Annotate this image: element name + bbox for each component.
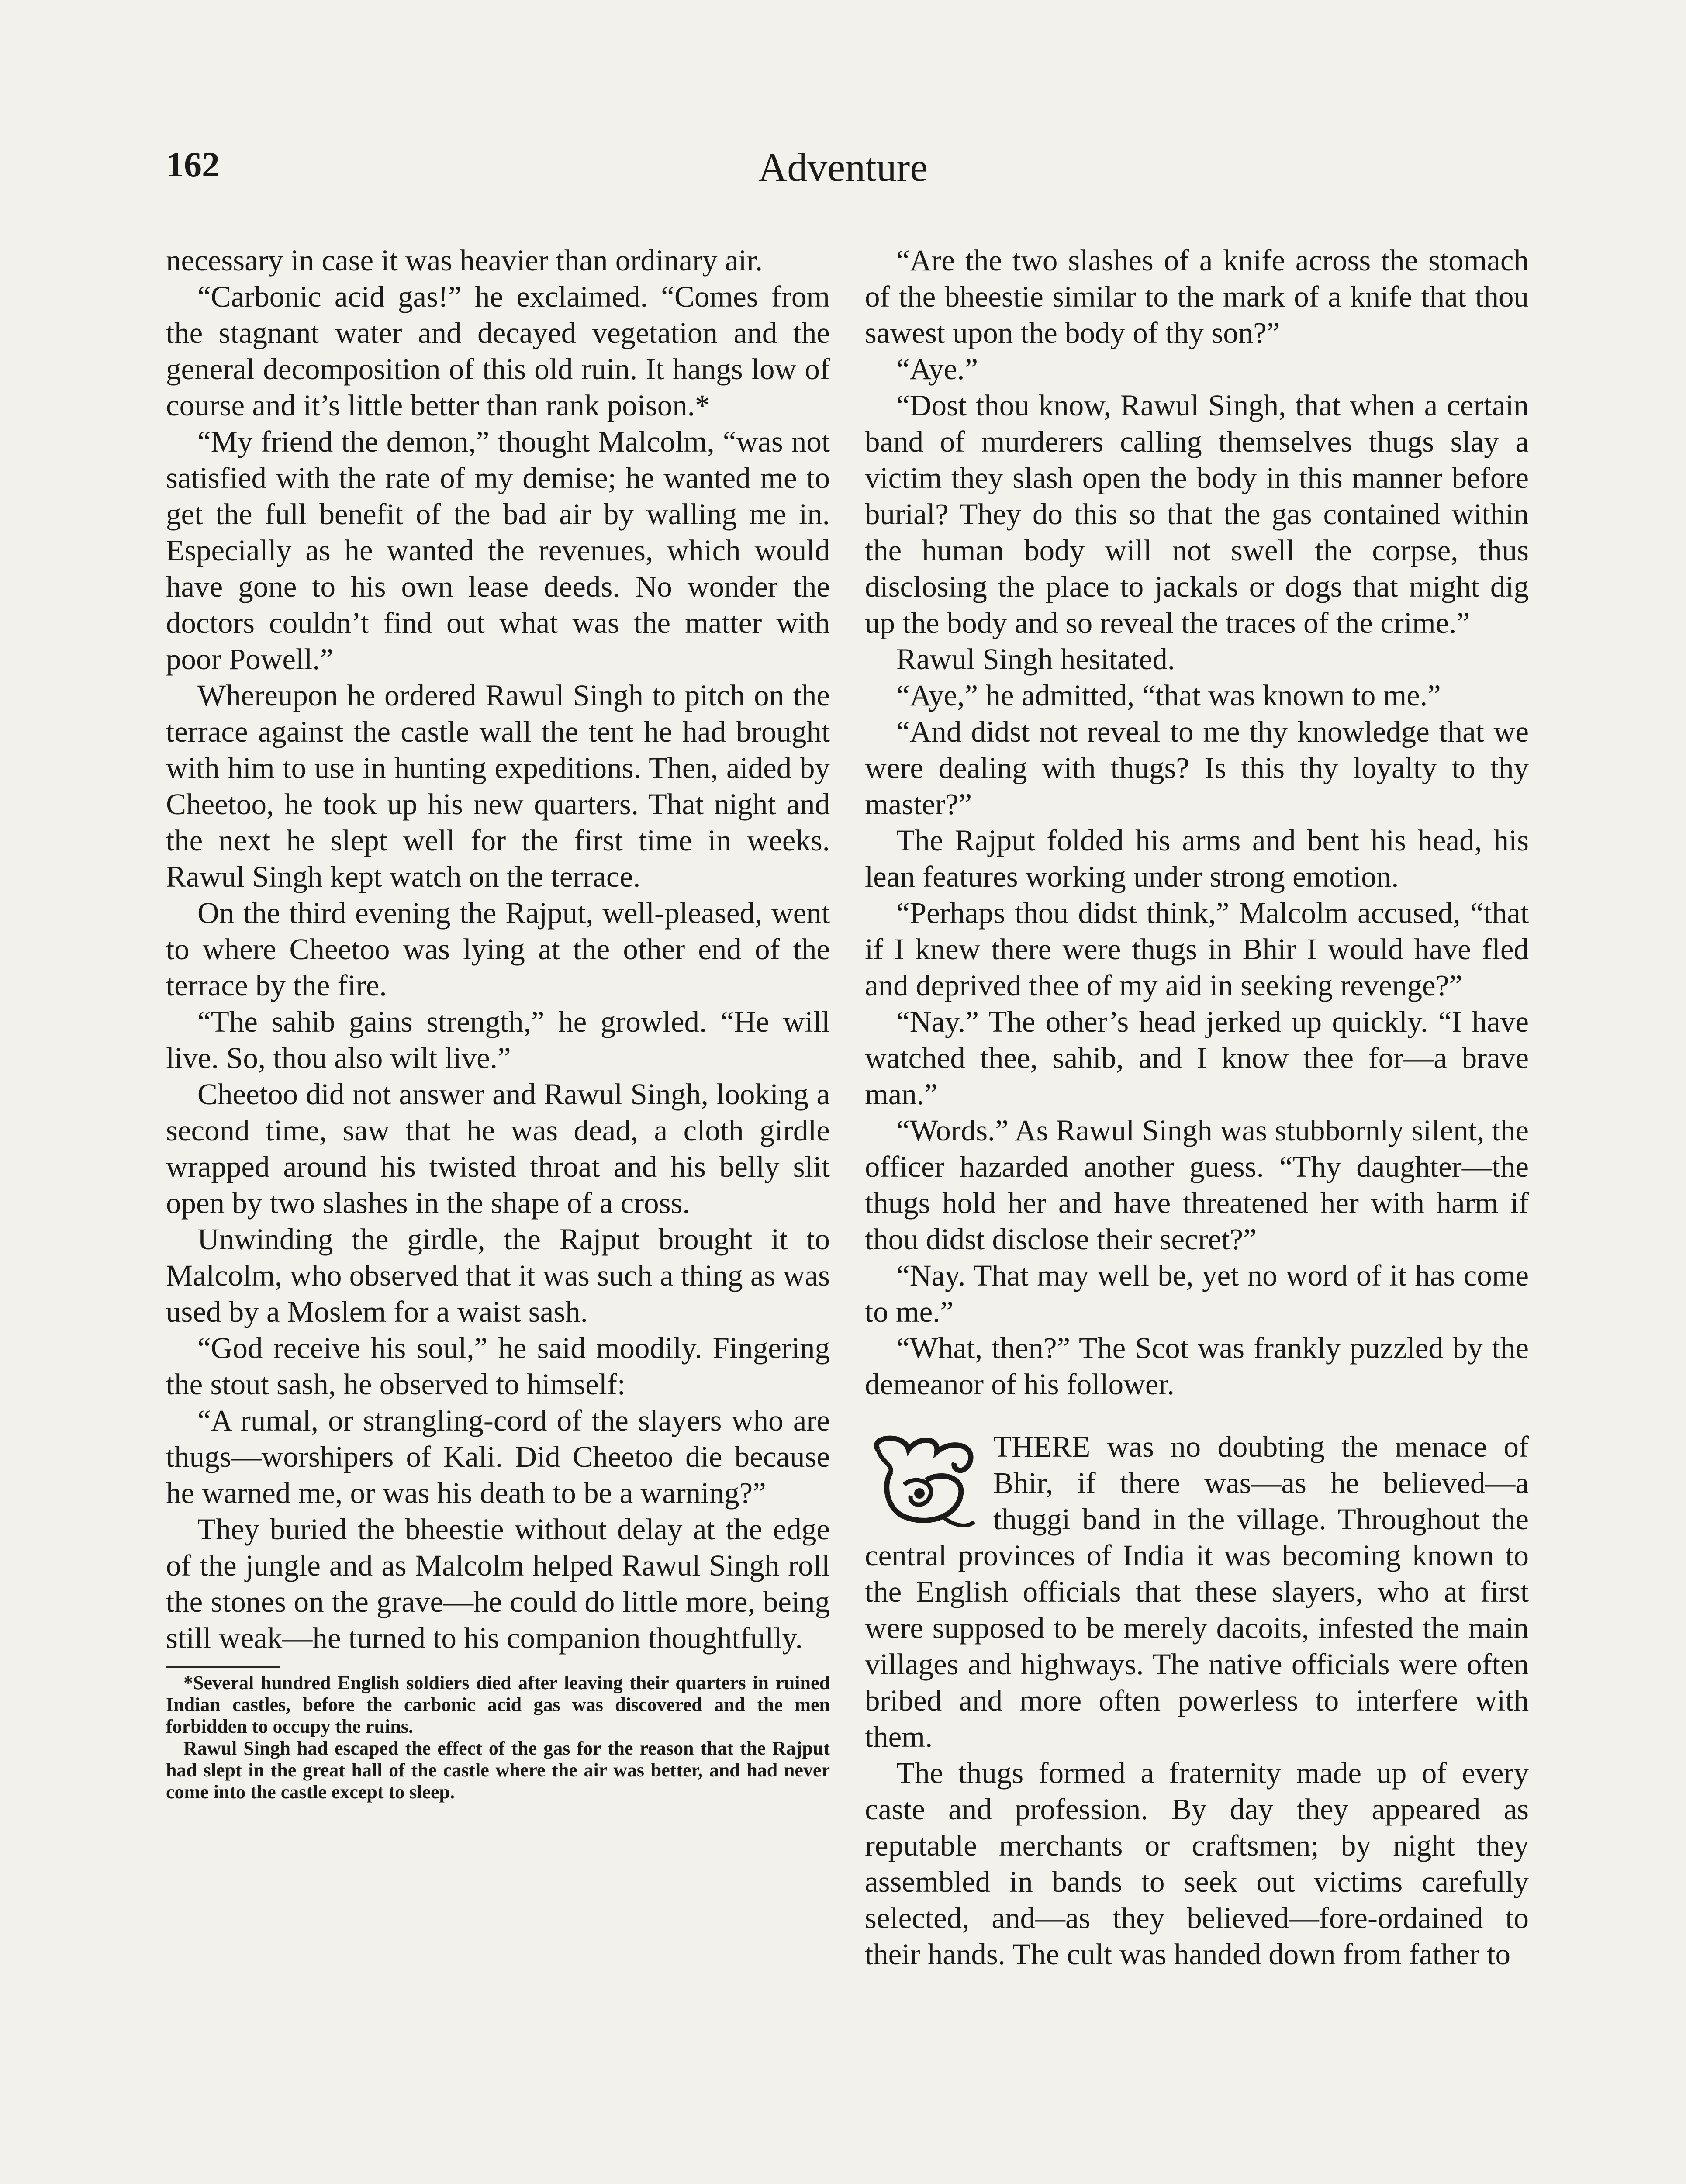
paragraph: The Rajput folded his arms and bent his head, his lean features working under strong emotion. [865,824,1529,893]
paragraph: “Nay. That may well be, yet no word of it has come to me.” [865,1259,1529,1328]
paragraph: “Perhaps thou didst think,” Malcolm accused, “that if I knew there were thugs in Bhir I would have fled and deprived thee of my aid in seeking revenge?” [865,896,1529,1002]
paragraph: On the third evening the Rajput, well-pleased, went to where Cheetoo was lying at the other end of the terrace by the fire. [166,896,830,1002]
paragraph: “The sahib gains strength,” he growled. “He will live. So, thou also wilt live.” [166,1005,830,1075]
paragraph: “Aye,” he admitted, “that was known to me.” [896,679,1441,712]
paragraph: “Words.” As Rawul Singh was stubbornly silent, the officer hazarded another guess. “Thy daughter—the thugs hold her and have threatened her with harm if thou didst disclose their secret?” [865,1114,1529,1256]
page-number: 162 [166,145,220,184]
left-column [166,242,830,1803]
paragraph: necessary in case it was heavier than ordinary air. [166,244,763,277]
section-opening-paragraph [865,1429,1529,1755]
paragraph: “And didst not reveal to me thy knowledge that we were dealing with thugs? Is this thy loyalty to thy master?” [865,715,1529,821]
paragraph: “Carbonic acid gas!” he exclaimed. “Comes from the stagnant water and decayed vegetation and the general decomposition of this old ruin. It hangs low of course and it’s little better than rank poison.* [166,280,830,422]
paragraph: “God receive his soul,” he said moodily. Fingering the stout sash, he observed to himself: [166,1331,830,1401]
running-title: Adventure [758,145,928,190]
paragraph: Whereupon he ordered Rawul Singh to pitch on the terrace against the castle wall the tent he had brought with him to use in hunting expeditions. Then, aided by Cheetoo, he took up his new quarters. That night and the next he slept well for the first time in weeks. Rawul Singh kept watch on the terrace. [166,679,830,893]
paragraph: “Are the two slashes of a knife across the stomach of the bheestie similar to the mark of a knife that thou sawest upon the body of thy son?” [865,244,1529,349]
paragraph: “Dost thou know, Rawul Singh, that when a certain band of murderers calling themselves thugs slay a victim they slash open the body in this manner before burial? They do this so that the gas contained within the human body will not swell the corpse, thus disclosing the place to jackals or dogs that might dig up the body and so reveal the traces of the crime.” [865,389,1529,639]
paragraph: “A rumal, or strangling-cord of the slayers who are thugs—worshipers of Kali. Did Cheetoo die because he warned me, or was his death to be a warning?” [166,1404,830,1510]
footnote: Rawul Singh had escaped the effect of the gas for the reason that the Rajput had slept in the great hall of the castle where the air was better, and had never come into the castle except to sleep. [166,1738,830,1803]
footnote-rule [166,1666,280,1668]
paragraph: Unwinding the girdle, the Rajput brought it to Malcolm, who observed that it was such a thing as was used by a Moslem for a waist sash. [166,1223,830,1328]
paragraph: Cheetoo did not answer and Rawul Singh, looking a second time, saw that he was dead, a cloth girdle wrapped around his twisted throat and his belly slit open by two slashes in the shape of a cross. [166,1078,830,1220]
right-column [865,242,1529,1973]
paragraph: “What, then?” The Scot was frankly puzzled by the demeanor of his follower. [865,1331,1529,1401]
footnote: *Several hundred English soldiers died after leaving their quarters in ruined Indian castles, before the carbonic acid gas was discovered and the men forbidden to occupy the ruins. [166,1672,830,1737]
paragraph: “Nay.” The other’s head jerked up quickly. “I have watched thee, sahib, and I know thee for—a brave man.” [865,1005,1529,1111]
paragraph: “Aye.” [896,352,978,386]
paragraph: Rawul Singh hesitated. [896,643,1175,676]
section-break [865,1403,1529,1429]
section-text: THERE was no doubting the menace of Bhir, if there was—as he believed—a thuggi band in the village. Throughout the central provinces of India it was becoming known to the English officials that these slayers, who at first were supposed to be merely dacoits, infested the main villages and highways. The native officials were often bribed and more often powerless to interfere with them. [865,1430,1529,1753]
ornamental-dropcap-icon [865,1432,983,1535]
paragraph: They buried the bheestie without delay at the edge of the jungle and as Malcolm helped Rawul Singh roll the stones on the grave—he could do little more, being still weak—he turned to his companion thoughtfully. [166,1513,830,1655]
page-header [166,144,1520,214]
paragraph: “My friend the demon,” thought Malcolm, “was not satisfied with the rate of my demise; he wanted me to get the full benefit of the bad air by walling me in. Especially as he wanted the revenues, which would have gone to his own lease deeds. No wonder the doctors couldn’t find out what was the matter with poor Powell.” [166,425,830,676]
paragraph: The thugs formed a fraternity made up of every caste and profession. By day they appeared as reputable merchants or craftsmen; by night they assembled in bands to seek out victims carefully selected, and—as they believed—fore-ordained to their hands. The cult was handed down from father to [865,1756,1529,1971]
